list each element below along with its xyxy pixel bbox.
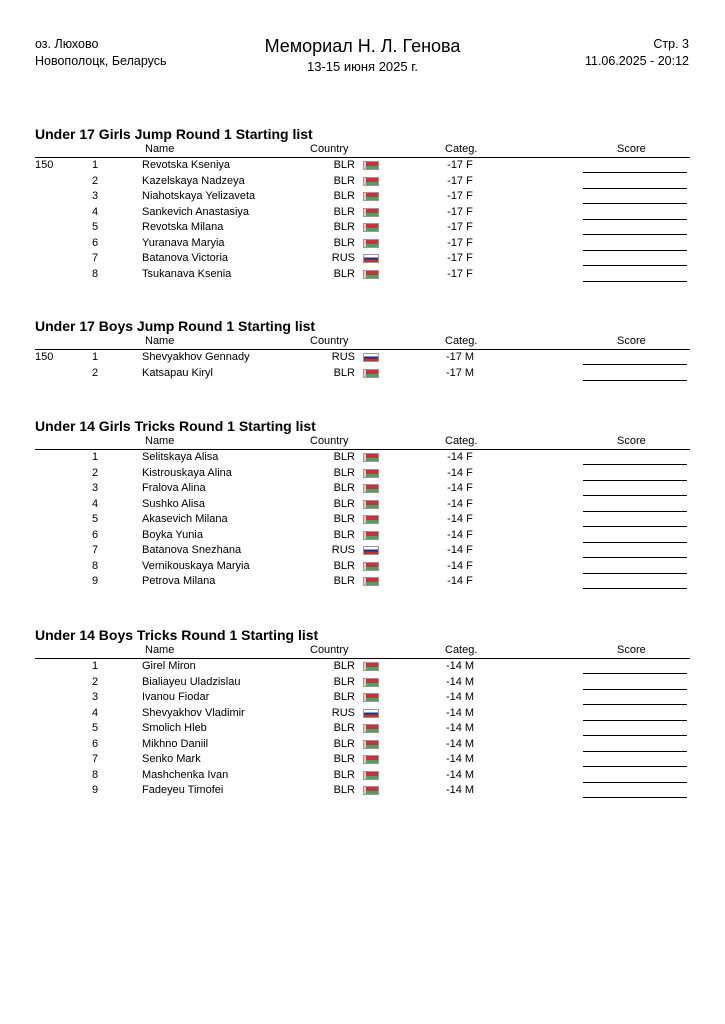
country-flag-icon	[363, 353, 379, 362]
athlete-name: Revotska Kseniya	[142, 159, 231, 171]
country-flag-icon	[363, 500, 379, 509]
table-row	[35, 267, 690, 283]
country-code: RUS	[331, 252, 355, 264]
country-flag-icon	[363, 254, 379, 263]
table-row	[35, 350, 690, 366]
page-number: Стр. 3	[653, 37, 689, 51]
country-code: RUS	[331, 544, 355, 556]
section-title: Under 14 Boys Tricks Round 1 Starting list	[35, 627, 319, 643]
category: -14 F	[447, 528, 473, 541]
table-row	[35, 768, 690, 784]
athlete-name: Smolich Hleb	[142, 722, 207, 734]
column-header-country: Country	[310, 435, 349, 447]
column-header-score: Score	[617, 143, 646, 155]
start-order: 5	[91, 513, 99, 525]
event-title: Мемориал Н. Л. Генова	[264, 36, 461, 56]
start-list-section	[35, 318, 690, 381]
category: -14 M	[445, 691, 475, 703]
table-row	[35, 690, 690, 706]
country-code: BLR	[333, 205, 355, 218]
start-list-section	[35, 126, 690, 282]
category: -17 F	[447, 190, 473, 202]
table-row	[35, 528, 690, 544]
country-code: BLR	[333, 482, 355, 494]
section-title: Under 14 Girls Tricks Round 1 Starting list	[35, 418, 316, 434]
category: -14 F	[447, 544, 473, 556]
section-title: Under 17 Boys Jump Round 1 Starting list	[35, 318, 316, 334]
print-timestamp: 11.06.2025 - 20:12	[584, 54, 689, 68]
country-flag-icon	[363, 709, 379, 718]
start-order: 6	[91, 528, 99, 541]
category: -14 M	[445, 784, 475, 796]
country-code: BLR	[333, 691, 355, 703]
athlete-name: Mikhno Daniil	[142, 737, 209, 750]
column-header-name: Name	[145, 435, 175, 447]
venue-lake: оз. Люхово	[35, 37, 99, 51]
category: -17 M	[445, 366, 475, 379]
country-flag-icon	[363, 192, 379, 201]
athlete-name: Katsapau Kiryl	[142, 366, 213, 379]
start-order: 3	[91, 190, 99, 202]
start-order: 1	[91, 660, 99, 672]
country-code: BLR	[333, 466, 355, 479]
start-order: 2	[91, 675, 99, 688]
column-header-name: Name	[145, 644, 175, 656]
table-row	[35, 236, 690, 252]
first-value: 150	[35, 351, 54, 363]
country-code: BLR	[333, 236, 355, 249]
athlete-name: Sankevich Anastasiya	[142, 205, 250, 218]
category: -17 F	[447, 236, 473, 249]
category: -14 F	[447, 513, 473, 525]
table-row	[35, 543, 690, 559]
category: -14 M	[445, 675, 475, 688]
start-order: 2	[91, 174, 99, 187]
score-blank-line	[583, 797, 687, 798]
country-code: BLR	[333, 768, 355, 781]
athlete-name: Akasevich Milana	[142, 513, 228, 525]
country-flag-icon	[363, 771, 379, 780]
category: -17 M	[445, 351, 475, 363]
country-code: RUS	[331, 706, 355, 719]
table-row	[35, 450, 690, 466]
country-flag-icon	[363, 577, 379, 586]
start-order: 6	[91, 737, 99, 750]
start-order: 7	[91, 753, 99, 765]
category: -14 F	[447, 482, 473, 494]
country-flag-icon	[363, 369, 379, 378]
country-code: BLR	[333, 737, 355, 750]
table-row	[35, 158, 690, 174]
section-title: Under 17 Girls Jump Round 1 Starting list	[35, 126, 313, 142]
athlete-name: Senko Mark	[142, 753, 201, 765]
athlete-name: Kistrouskaya Alina	[142, 466, 232, 479]
start-order: 1	[91, 451, 99, 463]
table-row	[35, 559, 690, 575]
start-order: 2	[91, 366, 99, 379]
athlete-name: Fadeyeu Timofei	[142, 784, 224, 796]
page-info-block	[585, 36, 689, 70]
table-row	[35, 706, 690, 722]
column-header-name: Name	[145, 143, 175, 155]
category: -17 F	[447, 174, 473, 187]
country-code: BLR	[333, 753, 355, 765]
start-order: 3	[91, 482, 99, 494]
start-order: 9	[91, 784, 99, 796]
category: -14 M	[445, 706, 475, 719]
table-row	[35, 752, 690, 768]
country-flag-icon	[363, 161, 379, 170]
country-flag-icon	[363, 724, 379, 733]
country-flag-icon	[363, 177, 379, 186]
country-flag-icon	[363, 453, 379, 462]
country-flag-icon	[363, 755, 379, 764]
country-flag-icon	[363, 484, 379, 493]
table-row	[35, 481, 690, 497]
country-code: BLR	[333, 575, 355, 587]
column-header-country: Country	[310, 335, 349, 347]
country-code: BLR	[333, 366, 355, 379]
category: -14 M	[445, 660, 475, 672]
country-code: BLR	[333, 267, 355, 280]
athlete-name: Kazelskaya Nadzeya	[142, 174, 245, 187]
column-header-categ: Categ.	[445, 335, 478, 347]
country-code: BLR	[333, 497, 355, 510]
table-row	[35, 721, 690, 737]
country-code: BLR	[333, 528, 355, 541]
country-code: RUS	[331, 351, 355, 363]
category: -14 M	[445, 722, 475, 734]
table-row	[35, 205, 690, 221]
athlete-name: Sushko Alisa	[142, 497, 205, 510]
column-header-country: Country	[310, 644, 349, 656]
athlete-name: Mashchenka Ivan	[142, 768, 229, 781]
category: -17 F	[447, 267, 473, 280]
column-header-score: Score	[617, 644, 646, 656]
start-list-section	[35, 418, 690, 590]
athlete-name: Bialiayeu Uladzislau	[142, 675, 241, 688]
country-code: BLR	[333, 451, 355, 463]
score-blank-line	[583, 281, 687, 282]
country-code: BLR	[333, 784, 355, 796]
venue-city: Новополоцк, Беларусь	[35, 54, 167, 68]
start-order: 5	[91, 722, 99, 734]
country-flag-icon	[363, 270, 379, 279]
category: -14 M	[445, 768, 475, 781]
event-dates: 13-15 июня 2025 г.	[306, 59, 418, 74]
athlete-name: Fralova Alina	[142, 482, 206, 494]
country-flag-icon	[363, 678, 379, 687]
athlete-name: Yuranava Maryia	[142, 236, 225, 249]
start-order: 9	[91, 575, 99, 587]
country-flag-icon	[363, 662, 379, 671]
start-order: 6	[91, 236, 99, 249]
country-flag-icon	[363, 208, 379, 217]
country-code: BLR	[333, 660, 355, 672]
athlete-name: Shevyakhov Vladimir	[142, 706, 245, 719]
country-code: BLR	[333, 174, 355, 187]
athlete-name: Boyka Yunia	[142, 528, 203, 541]
start-order: 8	[91, 559, 99, 572]
country-flag-icon	[363, 531, 379, 540]
table-row	[35, 512, 690, 528]
athlete-name: Niahotskaya Yelizaveta	[142, 190, 256, 202]
country-flag-icon	[363, 515, 379, 524]
column-header-score: Score	[617, 335, 646, 347]
column-header-row	[35, 335, 690, 350]
start-list-section	[35, 627, 690, 799]
first-value: 150	[35, 159, 54, 171]
start-order: 8	[91, 267, 99, 280]
table-row	[35, 737, 690, 753]
score-blank-line	[583, 380, 687, 381]
country-flag-icon	[363, 693, 379, 702]
category: -14 M	[445, 737, 475, 750]
start-order: 4	[91, 497, 99, 510]
table-row	[35, 497, 690, 513]
category: -14 F	[447, 575, 473, 587]
country-code: BLR	[333, 159, 355, 171]
athlete-name: Selitskaya Alisa	[142, 451, 219, 463]
start-order: 1	[91, 159, 99, 171]
table-row	[35, 659, 690, 675]
country-flag-icon	[363, 740, 379, 749]
country-flag-icon	[363, 786, 379, 795]
column-header-row	[35, 435, 690, 450]
table-row	[35, 366, 690, 382]
country-flag-icon	[363, 469, 379, 478]
athlete-name: Ivanou Fiodar	[142, 691, 210, 703]
category: -17 F	[447, 252, 473, 264]
column-header-country: Country	[310, 143, 349, 155]
category: -14 F	[447, 451, 473, 463]
table-row	[35, 220, 690, 236]
start-order: 8	[91, 768, 99, 781]
table-row	[35, 174, 690, 190]
athlete-name: Tsukanava Ksenia	[142, 267, 232, 280]
start-order: 4	[91, 205, 99, 218]
category: -14 F	[447, 497, 473, 510]
start-order: 1	[91, 351, 99, 363]
start-order: 7	[91, 252, 99, 264]
table-row	[35, 189, 690, 205]
athlete-name: Batanova Victoria	[142, 252, 229, 264]
athlete-name: Girel Miron	[142, 660, 196, 672]
country-flag-icon	[363, 239, 379, 248]
category: -14 F	[447, 559, 473, 572]
country-code: BLR	[333, 221, 355, 233]
table-row	[35, 251, 690, 267]
score-blank-line	[583, 588, 687, 589]
country-flag-icon	[363, 546, 379, 555]
category: -14 M	[445, 753, 475, 765]
country-code: BLR	[333, 675, 355, 688]
country-code: BLR	[333, 559, 355, 572]
athlete-name: Vernikouskaya Maryia	[142, 559, 250, 572]
category: -14 F	[447, 466, 473, 479]
country-code: BLR	[333, 190, 355, 202]
column-header-categ: Categ.	[445, 644, 478, 656]
athlete-name: Revotska Milana	[142, 221, 224, 233]
table-row	[35, 675, 690, 691]
column-header-score: Score	[617, 435, 646, 447]
athlete-name: Batanova Snezhana	[142, 544, 242, 556]
column-header-name: Name	[145, 335, 175, 347]
table-row	[35, 783, 690, 799]
country-code: BLR	[333, 722, 355, 734]
category: -17 F	[447, 159, 473, 171]
category: -17 F	[447, 221, 473, 233]
column-header-row	[35, 644, 690, 659]
table-row	[35, 466, 690, 482]
column-header-categ: Categ.	[445, 435, 478, 447]
column-header-row	[35, 143, 690, 158]
athlete-name: Shevyakhov Gennady	[142, 351, 250, 363]
start-order: 4	[91, 706, 99, 719]
table-row	[35, 574, 690, 590]
country-flag-icon	[363, 562, 379, 571]
column-header-categ: Categ.	[445, 143, 478, 155]
start-order: 7	[91, 544, 99, 556]
country-flag-icon	[363, 223, 379, 232]
country-code: BLR	[333, 513, 355, 525]
start-order: 2	[91, 466, 99, 479]
category: -17 F	[447, 205, 473, 218]
athlete-name: Petrova Milana	[142, 575, 216, 587]
start-order: 3	[91, 691, 99, 703]
start-order: 5	[91, 221, 99, 233]
